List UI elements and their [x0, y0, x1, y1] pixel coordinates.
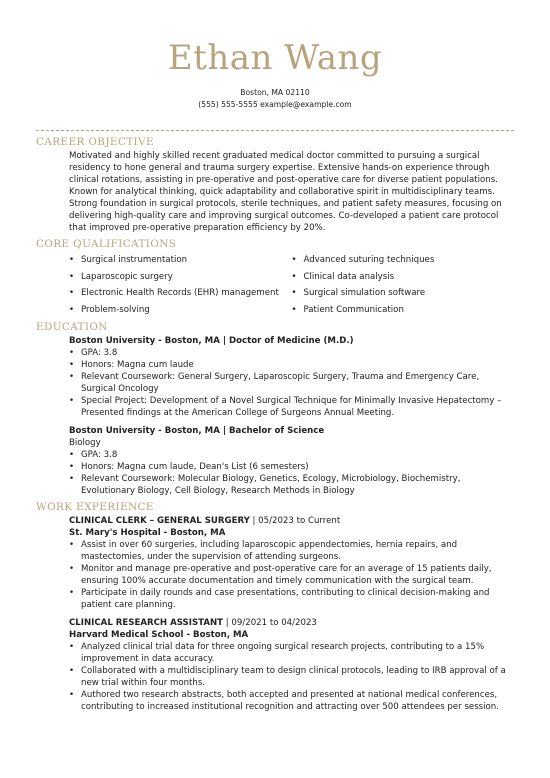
list-item: • Electronic Health Records (EHR) management — [69, 285, 292, 302]
list-item: • Advanced suturing techniques — [292, 252, 515, 269]
list-item: • Problem-solving — [69, 302, 292, 319]
education-bullets — [69, 347, 514, 419]
qualifications-right-column — [292, 252, 515, 318]
section-title-education: EDUCATION — [36, 321, 108, 334]
job-role: CLINICAL RESEARCH ASSISTANT — [69, 618, 224, 629]
list-item: • Monitor and manage pre-operative and post-operative care for an average of 15 patients daily, ensuring 100% accurate documentation and timely communication with the surgical team. — [69, 563, 514, 587]
experience-entry-research — [36, 617, 514, 713]
list-item: • Clinical data analysis — [292, 269, 515, 286]
qualifications-list — [36, 252, 514, 318]
list-item: • Participate in daily rounds and case presentations, contributing to clinical decision-making and patient care planning. — [69, 587, 514, 611]
qualifications-left-column — [69, 252, 292, 318]
job-heading — [69, 515, 514, 527]
job-bullets — [69, 641, 514, 713]
list-item: • GPA: 3.8 — [69, 347, 514, 359]
section-title-experience: WORK EXPERIENCE — [36, 501, 154, 514]
job-dates: | 09/2021 to 04/2023 — [223, 618, 317, 629]
list-item: • Collaborated with a multidisciplinary team to design clinical protocols, leading to IRB approval of a new trial within four months. — [69, 665, 514, 689]
job-employer: Harvard Medical School - Boston, MA — [69, 630, 249, 641]
phone-email-text: (555) 555-5555 example@example.com — [198, 100, 352, 109]
list-item: • Special Project: Development of a Novel Surgical Technique for Minimally Invasive Hepatectomy – Presented findings at the American College of Surgeons Annual Meeting. — [69, 395, 514, 419]
list-item: • Patient Communication — [292, 302, 515, 319]
list-item: • Analyzed clinical trial data for three ongoing surgical research projects, contributing to a 15% improvement in data accuracy. — [69, 641, 514, 665]
header-divider — [36, 130, 514, 131]
list-item: • Honors: Magna cum laude, Dean's List (6 semesters) — [69, 461, 514, 473]
list-item: • Honors: Magna cum laude — [69, 359, 514, 371]
list-item: • Assist in over 60 surgeries, including laparoscopic appendectomies, hernia repairs, and mastectomies, under the supervision of attending surgeons. — [69, 539, 514, 563]
job-heading — [69, 617, 514, 629]
candidate-name: Ethan Wang — [167, 38, 383, 78]
job-dates: | 05/2023 to Current — [249, 516, 341, 527]
list-item: • Authored two research abstracts, both accepted and presented at national medical conferences, contributing to increased institutional recognition and attracting over 500 attendees per session. — [69, 689, 514, 713]
list-item: • GPA: 3.8 — [69, 449, 514, 461]
education-bullets — [69, 449, 514, 497]
experience-entry-clerk — [36, 515, 514, 611]
education-heading: Boston University - Boston, MA | Doctor of Medicine (M.D.) — [69, 336, 354, 347]
objective-text: Motivated and highly skilled recent graduated medical doctor committed to pursuing a surgical residency to hone general and trauma surgery expertise. Extensive hands-on experience through clinical rotations, assisting in pre-operative and post-operative care for diverse patient populations. Known for analytical thinking, quick adaptability and collaborative spirit in multidisciplinary teams. Strong foundation in surgical protocols, sterile techniques, and patient safety measures, focusing on delivering high-quality care and improving surgical outcomes. Co-developed a patient care protocol that improved pre-operative preparation efficiency by 20%. — [69, 151, 502, 233]
list-item: • Surgical instrumentation — [69, 252, 292, 269]
section-title-qualifications: CORE QUALIFICATIONS — [36, 238, 177, 250]
contact-block — [36, 87, 514, 111]
list-item: • Surgical simulation software — [292, 285, 515, 302]
job-bullets — [69, 539, 514, 611]
list-item: • Relevant Coursework: Molecular Biology, Genetics, Ecology, Microbiology, Biochemistry, Evolutionary Biology, Cell Biology, Research Methods in Biology — [69, 473, 514, 497]
education-heading: Boston University - Boston, MA | Bachelor of Science — [69, 426, 325, 437]
education-entry-bs — [36, 425, 514, 497]
section-title-objective: CAREER OBJECTIVE — [36, 136, 154, 148]
job-employer: St. Mary's Hospital - Boston, MA — [69, 528, 226, 539]
job-role: CLINICAL CLERK – GENERAL SURGERY — [69, 516, 250, 527]
education-entry-md — [36, 335, 514, 419]
list-item: • Laparoscopic surgery — [69, 269, 292, 286]
list-item: • Relevant Coursework: General Surgery, Laparoscopic Surgery, Trauma and Emergency Care, Surgical Oncology — [69, 371, 514, 395]
education-subheading: Biology — [69, 438, 101, 449]
location-text: Boston, MA 02110 — [240, 88, 310, 97]
